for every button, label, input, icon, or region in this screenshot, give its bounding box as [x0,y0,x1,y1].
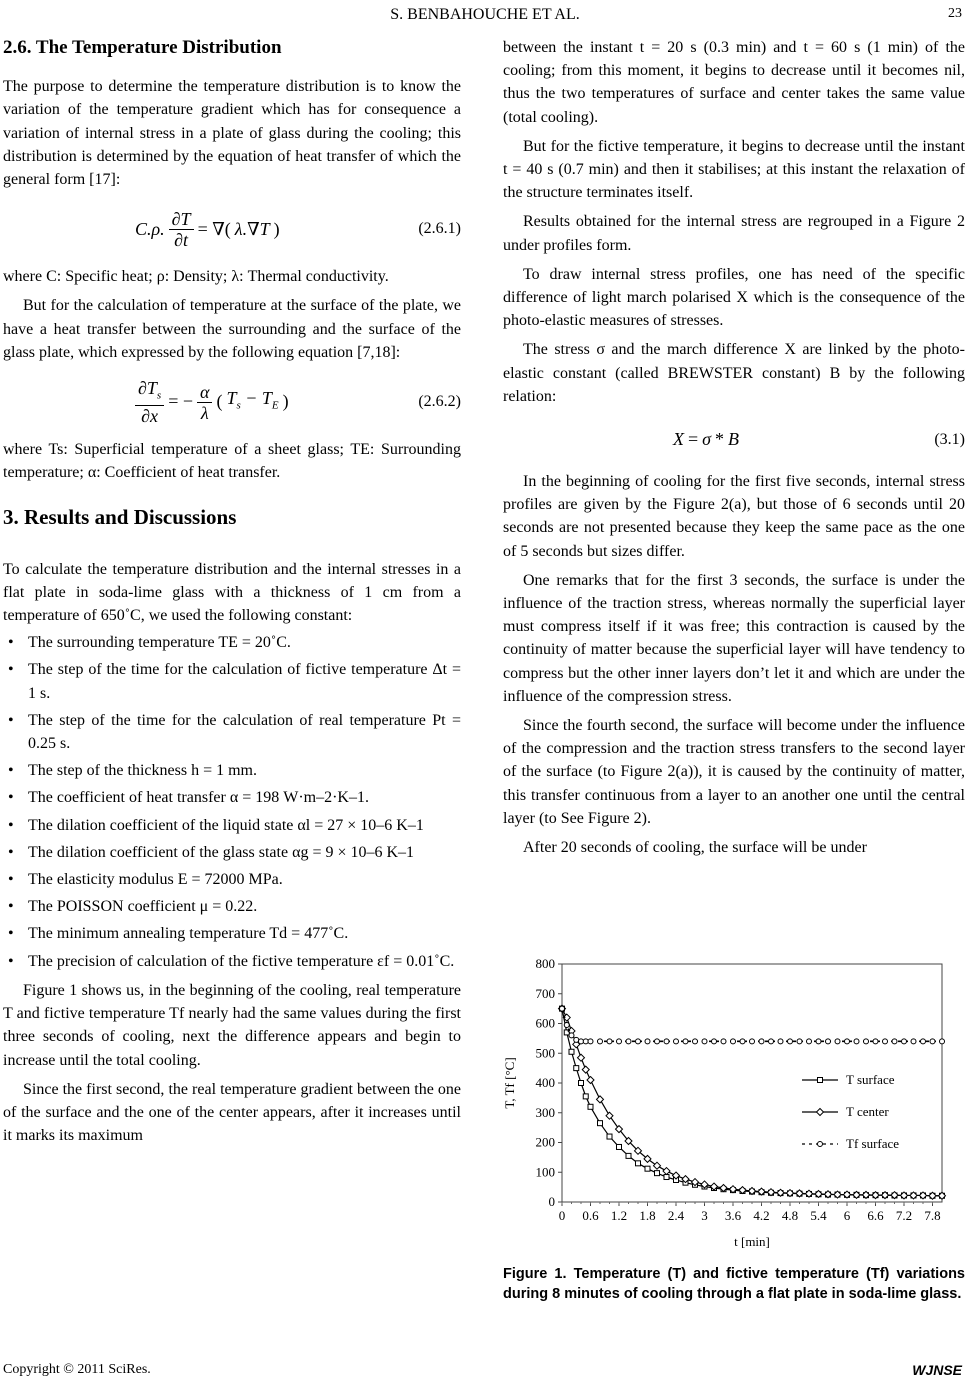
list-item: • The minimum annealing temperature Td = 477˚C. [28,922,461,945]
series-line-t-center [562,1009,942,1196]
list-item: • The step of the time for the calculation of real temperature Pt = 0.25 s. [28,709,461,755]
data-point [655,1039,660,1044]
list-item: • The elasticity modulus E = 72000 MPa. [28,868,461,891]
data-point [674,1039,679,1044]
legend-label: T center [846,1104,889,1119]
data-point [636,1039,641,1044]
constants-list [3,631,461,973]
data-point [721,1039,726,1044]
y-tick-label: 600 [535,1015,555,1031]
data-point [702,1039,707,1044]
paragraph: The stress σ and the march difference X are linked by the photo-elastic constant (called BREWSTER constant) B by the following relation: [503,341,965,405]
data-point [598,1121,603,1126]
section-title-2-6: 2.6. The Temperature Distribution [3,37,282,58]
x-tick-label: 5.4 [810,1208,827,1223]
legend-label: Tf surface [846,1136,900,1151]
data-point [579,1081,584,1086]
running-header: S. BENBAHOUCHE ET AL. [390,6,580,23]
data-point [626,1039,631,1044]
equation-number: (2.6.1) [418,220,461,238]
data-point [873,1039,878,1044]
figure-caption-wrap [503,1264,965,1304]
x-tick-label: 0.6 [582,1208,599,1223]
section-title-3: 3. Results and Discussions [3,505,237,530]
paragraph: Since the fourth second, the surface will become under the influence of the compression and the traction stress transfers to the second layer of the surface (to Figure 2(a)), it is caused by the continuity of matter, this transfer continuous from a layer to an another one until the central layer (to See Figure 2). [503,717,965,827]
data-point [854,1039,859,1044]
x-tick-label: 7.2 [895,1208,913,1223]
figure-1-chart [490,948,960,1260]
equation-number: (2.6.2) [418,393,461,411]
data-point [574,1066,579,1071]
data-point [883,1039,888,1044]
data-point [598,1039,603,1044]
data-point [569,1033,574,1038]
y-tick-label: 0 [548,1194,555,1209]
data-point [582,1066,589,1073]
y-tick-label: 200 [535,1134,555,1150]
data-point [597,1096,604,1103]
data-point [655,1171,660,1176]
data-point [664,1039,669,1044]
data-point [564,1022,569,1027]
legend-marker [818,1078,823,1083]
data-point [560,1006,565,1011]
x-tick-label: 6 [843,1208,851,1223]
left-column [3,36,461,1147]
paragraph: Figure 1 shows us, in the beginning of the cooling, real temperature T and fictive temperature Tf nearly had the same values during the first three seconds of cooling, next the difference appears and begin to increase until the total cooling. [3,981,461,1069]
x-tick-label: 1.2 [610,1208,628,1223]
data-point [583,1094,588,1099]
equation-2-6-2 [3,376,461,428]
paragraph: Results obtained for the internal stress are regrouped in a Figure 2 under profiles form. [503,213,965,254]
paragraph: After 20 seconds of cooling, the surface will be under [523,839,867,857]
paragraph: where C: Specific heat; ρ: Density; λ: Thermal conductivity. [3,268,389,286]
equation-body: $\frac{\partial T_s}{\partial x}$ = − $\frac{\alpha}{\lambda}$ ( $T_s - T_E$ ) [135,376,289,428]
list-item: • The dilation coefficient of the glass state αg = 9 × 10–6 K–1 [28,841,461,864]
data-point [607,1039,612,1044]
data-point [750,1039,755,1044]
paragraph: Since the first second, the real temperature gradient between the one of the surface and the one of the center appears, after it increases until it marks its maximum [3,1080,461,1145]
x-tick-label: 4.2 [753,1208,770,1223]
x-tick-label: 3.6 [724,1208,742,1223]
data-point [845,1039,850,1044]
data-point [797,1039,802,1044]
series-line-tf-surface [562,1009,942,1042]
legend-marker [818,1142,823,1147]
y-axis-label: T, Tf [°C] [502,1057,517,1109]
data-point [731,1039,736,1044]
list-item: • The coefficient of heat transfer α = 198 W·m–2·K–1. [28,786,461,809]
data-point [569,1049,574,1054]
page-number: 23 [948,6,962,21]
y-tick-label: 100 [535,1164,555,1180]
data-point [588,1039,593,1044]
list-item: • The surrounding temperature TE = 20˚C. [28,631,461,654]
data-point [617,1144,622,1149]
paragraph: But for the fictive temperature, it begins to decrease until the instant t = 40 s (0.7 min) and then it stabilises; at this instant the relaxation of the structure terminates itself. [503,137,965,202]
series-line-t-surface [562,1009,942,1196]
equation-body: C.ρ. $\frac{\partial T}{\partial t}$ = ∇( λ.∇T ) [135,208,280,250]
equation-2-6-1 [3,203,461,255]
data-point [759,1039,764,1044]
equation-3-1 [503,420,965,460]
y-tick-label: 400 [535,1075,555,1090]
paragraph: where Ts: Superficial temperature of a sheet glass; TE: Surrounding temperature; α: Coefficient of heat transfer. [3,441,461,482]
copyright: Copyright © 2011 SciRes. [3,1362,151,1377]
list-item: • The precision of calculation of the fictive temperature εf = 0.01˚C. [28,950,461,973]
legend-marker [817,1109,824,1116]
data-point [940,1039,945,1044]
data-point [740,1039,745,1044]
list-item: • The step of the time for the calculation of fictive temperature Δt = 1 s. [28,658,461,704]
data-point [693,1039,698,1044]
paragraph: To calculate the temperature distribution and the internal stresses in a flat plate in soda-lime glass with a thickness of 1 cm from a temperature of 650˚C, we used the following constant: [3,560,461,625]
figure-caption: Figure 1. Temperature (T) and fictive temperature (Tf) variations during 8 minutes of cooling through a flat plate in soda-lime glass. [503,1266,965,1302]
x-tick-label: 2.4 [667,1208,685,1223]
list-item: • The POISSON coefficient μ = 0.22. [28,895,461,918]
data-point [769,1039,774,1044]
paragraph: The purpose to determine the temperature distribution is to know the variation of the temperature gradient which has for consequence a variation of internal stress in a plate of glass during the cooling; this distribution is determined by the equation of heat transfer of which the general form [17]: [3,78,461,189]
data-point [617,1039,622,1044]
data-point [807,1039,812,1044]
equation-number: (3.1) [934,431,965,449]
data-point [788,1039,793,1044]
data-point [645,1166,650,1171]
data-point [826,1039,831,1044]
list-item: • The dilation coefficient of the liquid state αl = 27 × 10–6 K–1 [28,814,461,837]
data-point [930,1039,935,1044]
x-axis-label: t [min] [734,1234,770,1249]
x-tick-label: 3 [701,1208,708,1223]
data-point [626,1153,631,1158]
data-point [864,1039,869,1044]
equation-body: X = σ * B [673,429,740,450]
data-point [578,1054,585,1061]
x-tick-label: 7.8 [924,1208,941,1223]
data-point [911,1039,916,1044]
legend-label: T surface [846,1072,895,1087]
data-point [645,1039,650,1044]
data-point [588,1104,593,1109]
data-point [574,1037,579,1042]
data-point [835,1039,840,1044]
x-tick-label: 6.6 [867,1208,884,1223]
data-point [778,1039,783,1044]
x-tick-label: 0 [558,1208,566,1223]
y-tick-label: 800 [535,956,555,971]
paragraph: To draw internal stress profiles, one has need of the specific difference of light march polarised X which is the consequence of the photo-elastic measures of stresses. [503,265,965,330]
data-point [607,1134,612,1139]
y-tick-label: 300 [535,1104,555,1120]
data-point [712,1039,717,1044]
paragraph: One remarks that for the first 3 seconds, the surface is under the influence of the traction stress, whereas normally the superficial layer must compress itself if it was free; this contraction is caused by the continuity of matter because the superficial layer will have tendency to compress but the other inner layers don’t let it and which are under the influence of the compression stress. [503,571,965,705]
y-tick-label: 700 [535,985,555,1001]
data-point [902,1039,907,1044]
paragraph: But for the calculation of temperature at the surface of the plate, we have a heat transfer between the surrounding and the surface of the glass plate, which expressed by the following equation [7,18]: [3,297,461,361]
paragraph: between the instant t = 20 s (0.3 min) and t = 60 s (1 min) of the cooling; from this moment, it begins to decrease until it becomes nil, thus the two temperatures of surface and center takes the same value (total cooling). [503,39,965,126]
x-tick-label: 4.8 [781,1208,799,1223]
data-point [636,1161,641,1166]
data-point [921,1039,926,1044]
data-point [587,1077,594,1084]
paragraph: In the beginning of cooling for the first five seconds, internal stress profiles are given by the Figure 2(a), but those of 6 seconds until 20 seconds are not presented because they keep the same pace as the one of 5 seconds but sizes differ. [503,473,965,560]
y-tick-label: 500 [535,1045,555,1061]
journal-name: WJNSE [912,1362,962,1378]
data-point [663,1168,670,1175]
data-point [892,1039,897,1044]
right-column [503,36,965,859]
list-item: • The step of the thickness h = 1 mm. [28,759,461,782]
data-point [683,1039,688,1044]
data-point [816,1039,821,1044]
x-tick-label: 1.8 [639,1208,656,1223]
